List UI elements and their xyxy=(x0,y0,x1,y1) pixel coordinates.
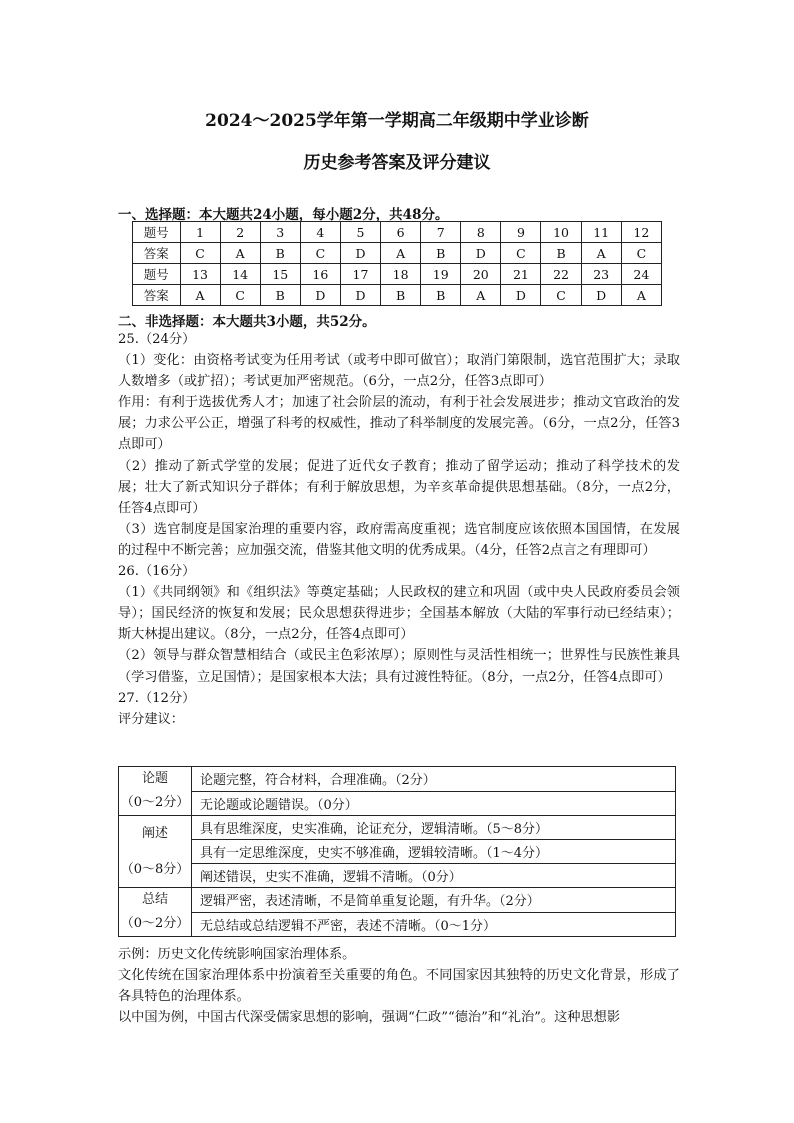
table-row xyxy=(133,243,662,264)
example-paragraph: 文化传统在国家治理体系中扮演着至关重要的角色。不同国家因其独特的历史文化背景，形成了各具特色的治理体系。 xyxy=(118,968,680,1005)
q26-part2: （2）领导与群众智慧相结合（或民主色彩浓厚）；原则性与灵活性相统一；世界性与民族性兼具（学习借鉴，立足国情）；是国家根本大法；具有过渡性特征。（8分，一点2分，任答4点即可） xyxy=(118,648,680,685)
table-row xyxy=(119,912,676,937)
question-number: 12 xyxy=(621,222,661,243)
section1-heading: 一、选择题：本大题共24小题，每小题2分，共48分。 xyxy=(118,207,449,223)
question-number: 7 xyxy=(421,222,461,243)
rubric-criterion: 逻辑严密，表述清晰，不是简单重复论题，有升华。（2分） xyxy=(192,888,676,913)
question-number: 1 xyxy=(180,222,220,243)
page-title: 2024～2025学年第一学期高二年级期中学业诊断 xyxy=(205,111,589,131)
question-number: 23 xyxy=(581,264,621,285)
example-title: 示例：历史文化传统影响国家治理体系。 xyxy=(118,947,356,962)
table-row xyxy=(133,285,662,306)
question-number: 24 xyxy=(621,264,661,285)
question-number: 10 xyxy=(541,222,581,243)
row-label-question: 题号 xyxy=(133,264,181,285)
q25-part1-changes: （1）变化：由资格考试变为任用考试（或考中即可做官）；取消门第限制，选官范围扩大；录取人数增多（或扩招）；考试更加严密规范。（6分，一点2分，任答3点即可） xyxy=(118,353,680,390)
table-row xyxy=(133,264,662,285)
page-subtitle: 历史参考答案及评分建议 xyxy=(303,153,491,173)
q25-q27-body xyxy=(118,329,680,730)
answer-cell: C xyxy=(541,285,581,306)
question-number: 9 xyxy=(501,222,541,243)
answer-cell: D xyxy=(300,285,340,306)
q27-label: 27.（12分） xyxy=(118,690,196,706)
answer-cell: B xyxy=(260,285,300,306)
question-number: 8 xyxy=(461,222,501,243)
question-number: 17 xyxy=(340,264,380,285)
rubric-category-range: （0～2分） xyxy=(120,916,190,931)
rubric-category-name: 论题 xyxy=(141,771,168,786)
question-number: 5 xyxy=(340,222,380,243)
rubric-criterion: 阐述错误，史实不准确，逻辑不清晰。（0分） xyxy=(192,864,676,888)
question-number: 16 xyxy=(300,264,340,285)
answer-cell: B xyxy=(421,285,461,306)
multiple-choice-answer-table xyxy=(132,221,662,306)
question-number: 4 xyxy=(300,222,340,243)
question-number: 11 xyxy=(581,222,621,243)
answer-cell: D xyxy=(461,243,501,264)
answer-cell: D xyxy=(340,285,380,306)
rubric-criterion: 无总结或总结逻辑不严密，表述不清晰。（0～1分） xyxy=(192,912,676,937)
question-number: 2 xyxy=(220,222,260,243)
answer-cell: C xyxy=(180,243,220,264)
answer-cell: C xyxy=(501,243,541,264)
answer-cell: B xyxy=(381,285,421,306)
question-number: 15 xyxy=(260,264,300,285)
answer-cell: C xyxy=(300,243,340,264)
q25-label: 25.（24分） xyxy=(118,332,196,347)
answer-cell: B xyxy=(541,243,581,264)
rubric-label: 评分建议： xyxy=(118,711,184,727)
rubric-criterion: 论题完整，符合材料，合理准确。（2分） xyxy=(192,767,676,792)
question-number: 20 xyxy=(461,264,501,285)
rubric-category-range: （0～2分） xyxy=(120,795,190,810)
section2-heading: 二、非选择题：本大题共3小题，共52分。 xyxy=(118,314,376,330)
rubric-category-range: （0～8分） xyxy=(120,861,190,877)
question-number: 19 xyxy=(421,264,461,285)
question-number: 6 xyxy=(381,222,421,243)
table-row xyxy=(119,816,676,840)
answer-cell: D xyxy=(581,285,621,306)
question-number: 22 xyxy=(541,264,581,285)
q25-part2: （2）推动了新式学堂的发展；促进了近代女子教育；推动了留学运动；推动了科学技术的发展；壮大了新式知识分子群体；有利于解放思想，为辛亥革命提供思想基础。（8分，一点2分，任答4点即可） xyxy=(118,458,680,516)
q25-part3: （3）选官制度是国家治理的重要内容，政府需高度重视；选官制度应该依照本国国情，在发展的过程中不断完善；应加强交流，借鉴其他文明的优秀成果。（4分，任答2点言之有理即可） xyxy=(118,521,680,558)
table-row xyxy=(119,840,676,864)
row-label-answer: 答案 xyxy=(133,285,181,306)
rubric-category xyxy=(119,767,192,816)
rubric-criterion: 具有一定思维深度，史实不够准确，逻辑较清晰。（1～4分） xyxy=(192,840,676,864)
answer-cell: A xyxy=(220,243,260,264)
table-row xyxy=(119,888,676,913)
table-row xyxy=(119,767,676,792)
answer-cell: A xyxy=(621,285,661,306)
answer-cell: A xyxy=(461,285,501,306)
answer-cell: D xyxy=(501,285,541,306)
answer-cell: A xyxy=(180,285,220,306)
answer-cell: A xyxy=(581,243,621,264)
q25-part1-effects: 作用：有利于选拔优秀人才；加速了社会阶层的流动，有利于社会发展进步；推动文官政治的发展；力求公平公正，增强了科考的权威性，推动了科举制度的发展完善。（6分，一点2分，任答3点即可） xyxy=(118,395,680,453)
question-number: 3 xyxy=(260,222,300,243)
answer-cell: C xyxy=(621,243,661,264)
scoring-rubric-table xyxy=(118,766,676,937)
q26-label: 26.（16分） xyxy=(118,564,196,580)
question-number: 13 xyxy=(180,264,220,285)
answer-cell: C xyxy=(220,285,260,306)
answer-cell: D xyxy=(340,243,380,264)
rubric-category xyxy=(119,888,192,937)
row-label-question: 题号 xyxy=(133,222,181,243)
table-row xyxy=(133,222,662,243)
table-row xyxy=(119,864,676,888)
question-number: 18 xyxy=(381,264,421,285)
question-number: 21 xyxy=(501,264,541,285)
rubric-category-name: 阐述 xyxy=(141,825,168,841)
answer-cell: B xyxy=(260,243,300,264)
row-label-answer: 答案 xyxy=(133,243,181,264)
answer-cell: A xyxy=(381,243,421,264)
rubric-category-name: 总结 xyxy=(141,892,168,907)
answer-cell: B xyxy=(421,243,461,264)
rubric-category xyxy=(119,816,192,888)
q26-part1: （1）《共同纲领》和《组织法》等奠定基础；人民政权的建立和巩固（或中央人民政府委员会领导）；国民经济的恢复和发展；民众思想获得进步；全国基本解放（大陆的军事行动已经结束）；斯大林提出建议。（8分，一点2分，任答4点即可） xyxy=(118,585,680,643)
table-row xyxy=(119,791,676,816)
rubric-criterion: 无论题或论题错误。（0分） xyxy=(192,791,676,816)
example-paragraph: 以中国为例，中国古代深受儒家思想的影响，强调“仁政”“德治”和“礼治”。这种思想影 xyxy=(118,1010,621,1026)
q27-example xyxy=(118,944,680,1028)
question-number: 14 xyxy=(220,264,260,285)
rubric-criterion: 具有思维深度，史实准确，论证充分，逻辑清晰。（5～8分） xyxy=(192,816,676,840)
